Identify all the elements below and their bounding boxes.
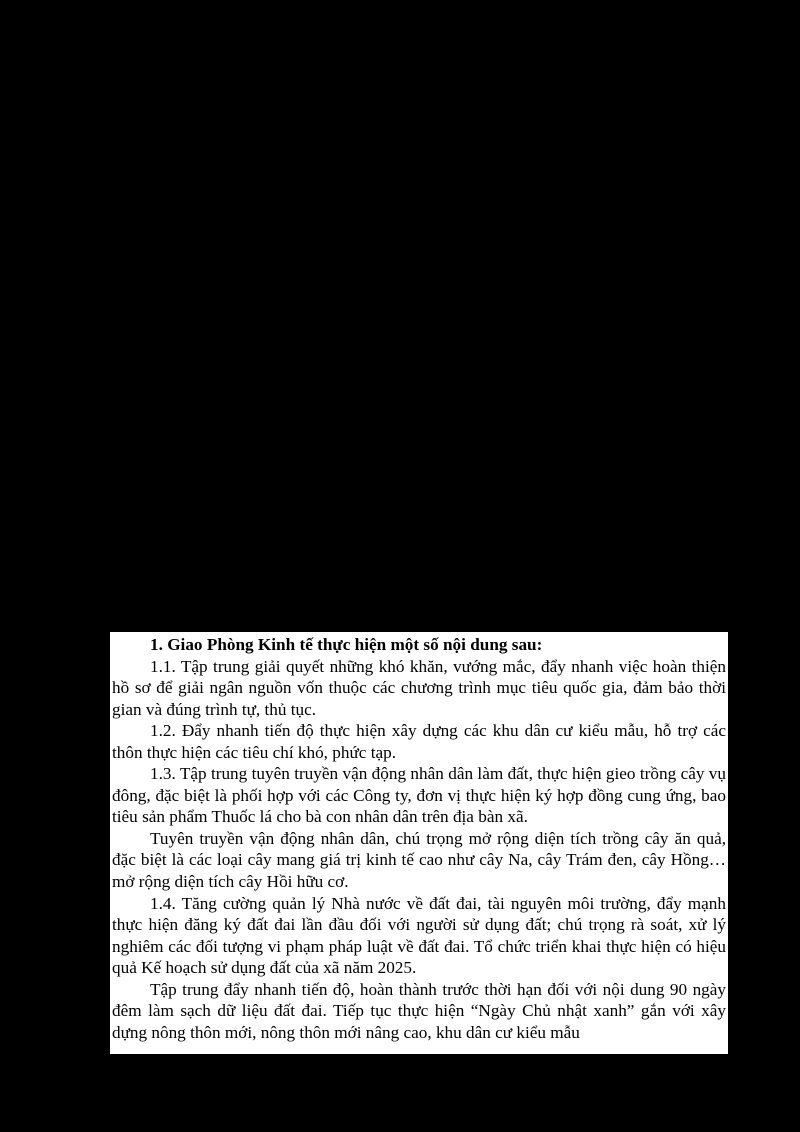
paragraph-1-3: 1.3. Tập trung tuyên truyền vận động nhân dân làm đất, thực hiện gieo trồng cây vụ đông, đặc biệt là phối hợp với các Công ty, đơn vị thực hiện ký hợp đồng cung ứng, bao tiêu sản phẩm Thuốc lá cho bà con nhân dân trên địa bàn xã.: [112, 764, 726, 827]
paragraph-land-data: Tập trung đẩy nhanh tiến độ, hoàn thành trước thời hạn đối với nội dung 90 ngày đêm làm sạch dữ liệu đất đai. Tiếp tục thực hiện “Ngày Chủ nhật xanh” gắn với xây dựng nông thôn mới, nông thôn mới nâng cao, khu dân cư kiểu mẫu: [112, 979, 726, 1042]
paragraph-1-4: 1.4. Tăng cường quản lý Nhà nước về đất đai, tài nguyên môi trường, đẩy mạnh thực hiện đăng ký đất đai lần đầu đối với người sử dụng đất; chú trọng rà soát, xử lý nghiêm các đối tượng vi phạm pháp luật về đất đai. Tổ chức triển khai thực hiện có hiệu quả Kế hoạch sử dụng đất của xã năm 2025.: [112, 893, 726, 978]
section-heading: 1. Giao Phòng Kinh tế thực hiện một số nội dung sau:: [150, 635, 543, 654]
paragraph-1-1: 1.1. Tập trung giải quyết những khó khăn, vướng mắc, đẩy nhanh việc hoàn thiện hồ sơ để giải ngân nguồn vốn thuộc các chương trình mục tiêu quốc gia, đảm bảo thời gian và đúng trình tự, thủ tục.: [112, 656, 726, 719]
paragraph-propaganda: Tuyên truyền vận động nhân dân, chú trọng mở rộng diện tích trồng cây ăn quả, đặc biệt là các loại cây mang giá trị kinh tế cao như cây Na, cây Trám đen, cây Hồng… mở rộng diện tích cây Hồi hữu cơ.: [112, 828, 726, 892]
document-page: [110, 632, 728, 1054]
paragraph-1-2: 1.2. Đẩy nhanh tiến độ thực hiện xây dựng các khu dân cư kiểu mẫu, hỗ trợ các thôn thực hiện các tiêu chí khó, phức tạp.: [112, 721, 726, 762]
